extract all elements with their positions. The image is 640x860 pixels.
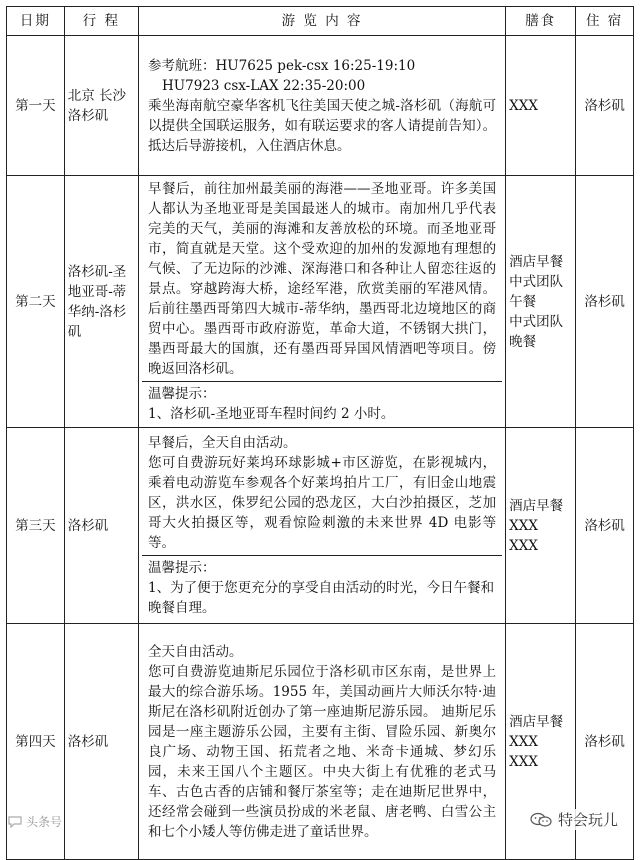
day-row — [7, 36, 634, 176]
content-cell — [139, 624, 506, 860]
description-text: 全天自由活动。 — [148, 643, 243, 660]
day-label: 第一天 — [7, 36, 65, 176]
tips-title: 温馨提示： — [148, 386, 216, 402]
description-text: 您可自费游览迪斯尼乐园位于洛杉矶市区东南，是世界上最大的综合游乐场。1955 年，美国动画片大师沃尔特·迪斯尼在洛杉矶附近创办了第一座迪斯尼游乐园。 迪斯尼乐园是一座主题游乐公园，主要有主街、冒险乐园、新奥尔良广场、动物王国、拓荒者之地、米奇卡通城、梦幻乐园，未来王国八个主题区。中央大街上有优雅的老式马车、古色古香的店铺和餐厅茶室等；走在迪斯尼世界中，还经常会碰到一些演员扮成的米老鼠、唐老鸭、白雪公主和七个小矮人等仿佛走进了童话世界。 — [148, 663, 497, 840]
meal-item: 中式团队晚餐 — [509, 313, 564, 350]
meal-item: XXX — [509, 517, 538, 534]
description-text: 早餐后，前往加州最美丽的海港——圣地亚哥。许多美国人都认为圣地亚哥是美国最迷人的城市。南加州几乎代表完美的天气，美丽的海滩和友善放松的环境。而圣地亚哥市，简直就是天堂。这个受欢迎的加州的发源地有理想的气候、了无边际的沙滩、深海港口和各种让人留恋往返的景点。穿越跨海大桥，途经军港，欣赏美丽的军港风情。后前往墨西哥第四大城市-蒂华纳，墨西哥北边境地区的商贸中心。墨西哥市政府游览，革命大道，不锈钢大拱门，墨西哥最大的国旗，还有墨西哥异国风情酒吧等项目。傍晚返回洛杉矶。 — [148, 181, 497, 377]
meal-cell — [506, 36, 576, 176]
day-row — [7, 176, 634, 428]
flight-line: HU7923 csx-LAX 22:35-20:00 — [162, 77, 366, 94]
description-text: 您可自费游玩好莱坞环球影城+市区游览，在影视城内，乘着电动游览车参观各个好莱坞拍片工厂，有旧金山地震区，洪水区，侏罗纪公园的恐龙区，大白沙拍摄区，芝加哥大火拍摄区等，观看惊险刺激的未来世界 4D 电影等等。 — [148, 455, 497, 551]
meal-item: 酒店早餐 — [509, 497, 564, 514]
meal-item: 酒店早餐 — [509, 253, 564, 270]
content-cell — [139, 36, 506, 176]
watermark-left — [8, 813, 62, 830]
hotel-cell: 洛杉矶 — [576, 428, 634, 624]
hotel-cell: 洛杉矶 — [576, 36, 634, 176]
watermark-right-text: 特会玩儿 — [557, 811, 618, 829]
day-row — [7, 428, 634, 624]
tips-box — [142, 381, 502, 426]
itinerary-table — [6, 6, 634, 860]
meal-item: XXX — [509, 537, 538, 554]
header-date: 日期 — [7, 7, 65, 36]
header-content: 游 览 内 容 — [139, 7, 506, 36]
content-cell — [139, 176, 506, 428]
description-text: 早餐后，全天自由活动。 — [148, 435, 297, 451]
itinerary-sheet — [6, 6, 634, 860]
day-label: 第四天 — [7, 624, 65, 860]
meal-cell — [506, 428, 576, 624]
route-cell: 洛杉矶 — [64, 624, 138, 860]
tips-text: 1、为了便于您更充分的享受自由活动的时光，今日午餐和晚餐自理。 — [148, 580, 495, 616]
wechat-icon — [530, 812, 552, 828]
tips-box — [142, 555, 502, 620]
watermark-left-text: 头条号 — [26, 815, 63, 829]
content-cell — [139, 428, 506, 624]
route-cell: 洛杉矶-圣地亚哥-蒂华纳-洛杉矶 — [64, 176, 138, 428]
meal-item: 中式团队午餐 — [509, 273, 564, 310]
day-label: 第三天 — [7, 428, 65, 624]
meal-item: XXX — [509, 97, 538, 114]
header-meals: 膳食 — [506, 7, 576, 36]
meal-cell — [506, 176, 576, 428]
tips-title: 温馨提示： — [148, 560, 216, 576]
meal-item: XXX — [509, 733, 538, 750]
flight-line: 参考航班：HU7625 pek-csx 16:25-19:10 — [148, 57, 416, 74]
day-label: 第二天 — [7, 176, 65, 428]
tips-text: 1、洛杉矶-圣地亚哥车程时间约 2 小时。 — [148, 406, 395, 422]
hotel-cell: 洛杉矶 — [576, 624, 634, 860]
meal-item: 酒店早餐 — [509, 713, 564, 730]
route-cell: 北京 长沙 洛杉矶 — [64, 36, 138, 176]
chat-bubble-icon — [8, 816, 22, 828]
header-row — [7, 7, 634, 36]
description-text: 乘坐海南航空豪华客机飞往美国天使之城-洛杉矶（海航可以提供全国联运服务，如有联运要求的客人请提前告知）。抵达后导游接机，入住酒店休息。 — [148, 97, 497, 154]
route-cell: 洛杉矶 — [64, 428, 138, 624]
meal-item: XXX — [509, 753, 538, 770]
header-hotel: 住 宿 — [576, 7, 634, 36]
watermark-right — [526, 809, 622, 830]
header-route: 行 程 — [64, 7, 138, 36]
hotel-cell: 洛杉矶 — [576, 176, 634, 428]
